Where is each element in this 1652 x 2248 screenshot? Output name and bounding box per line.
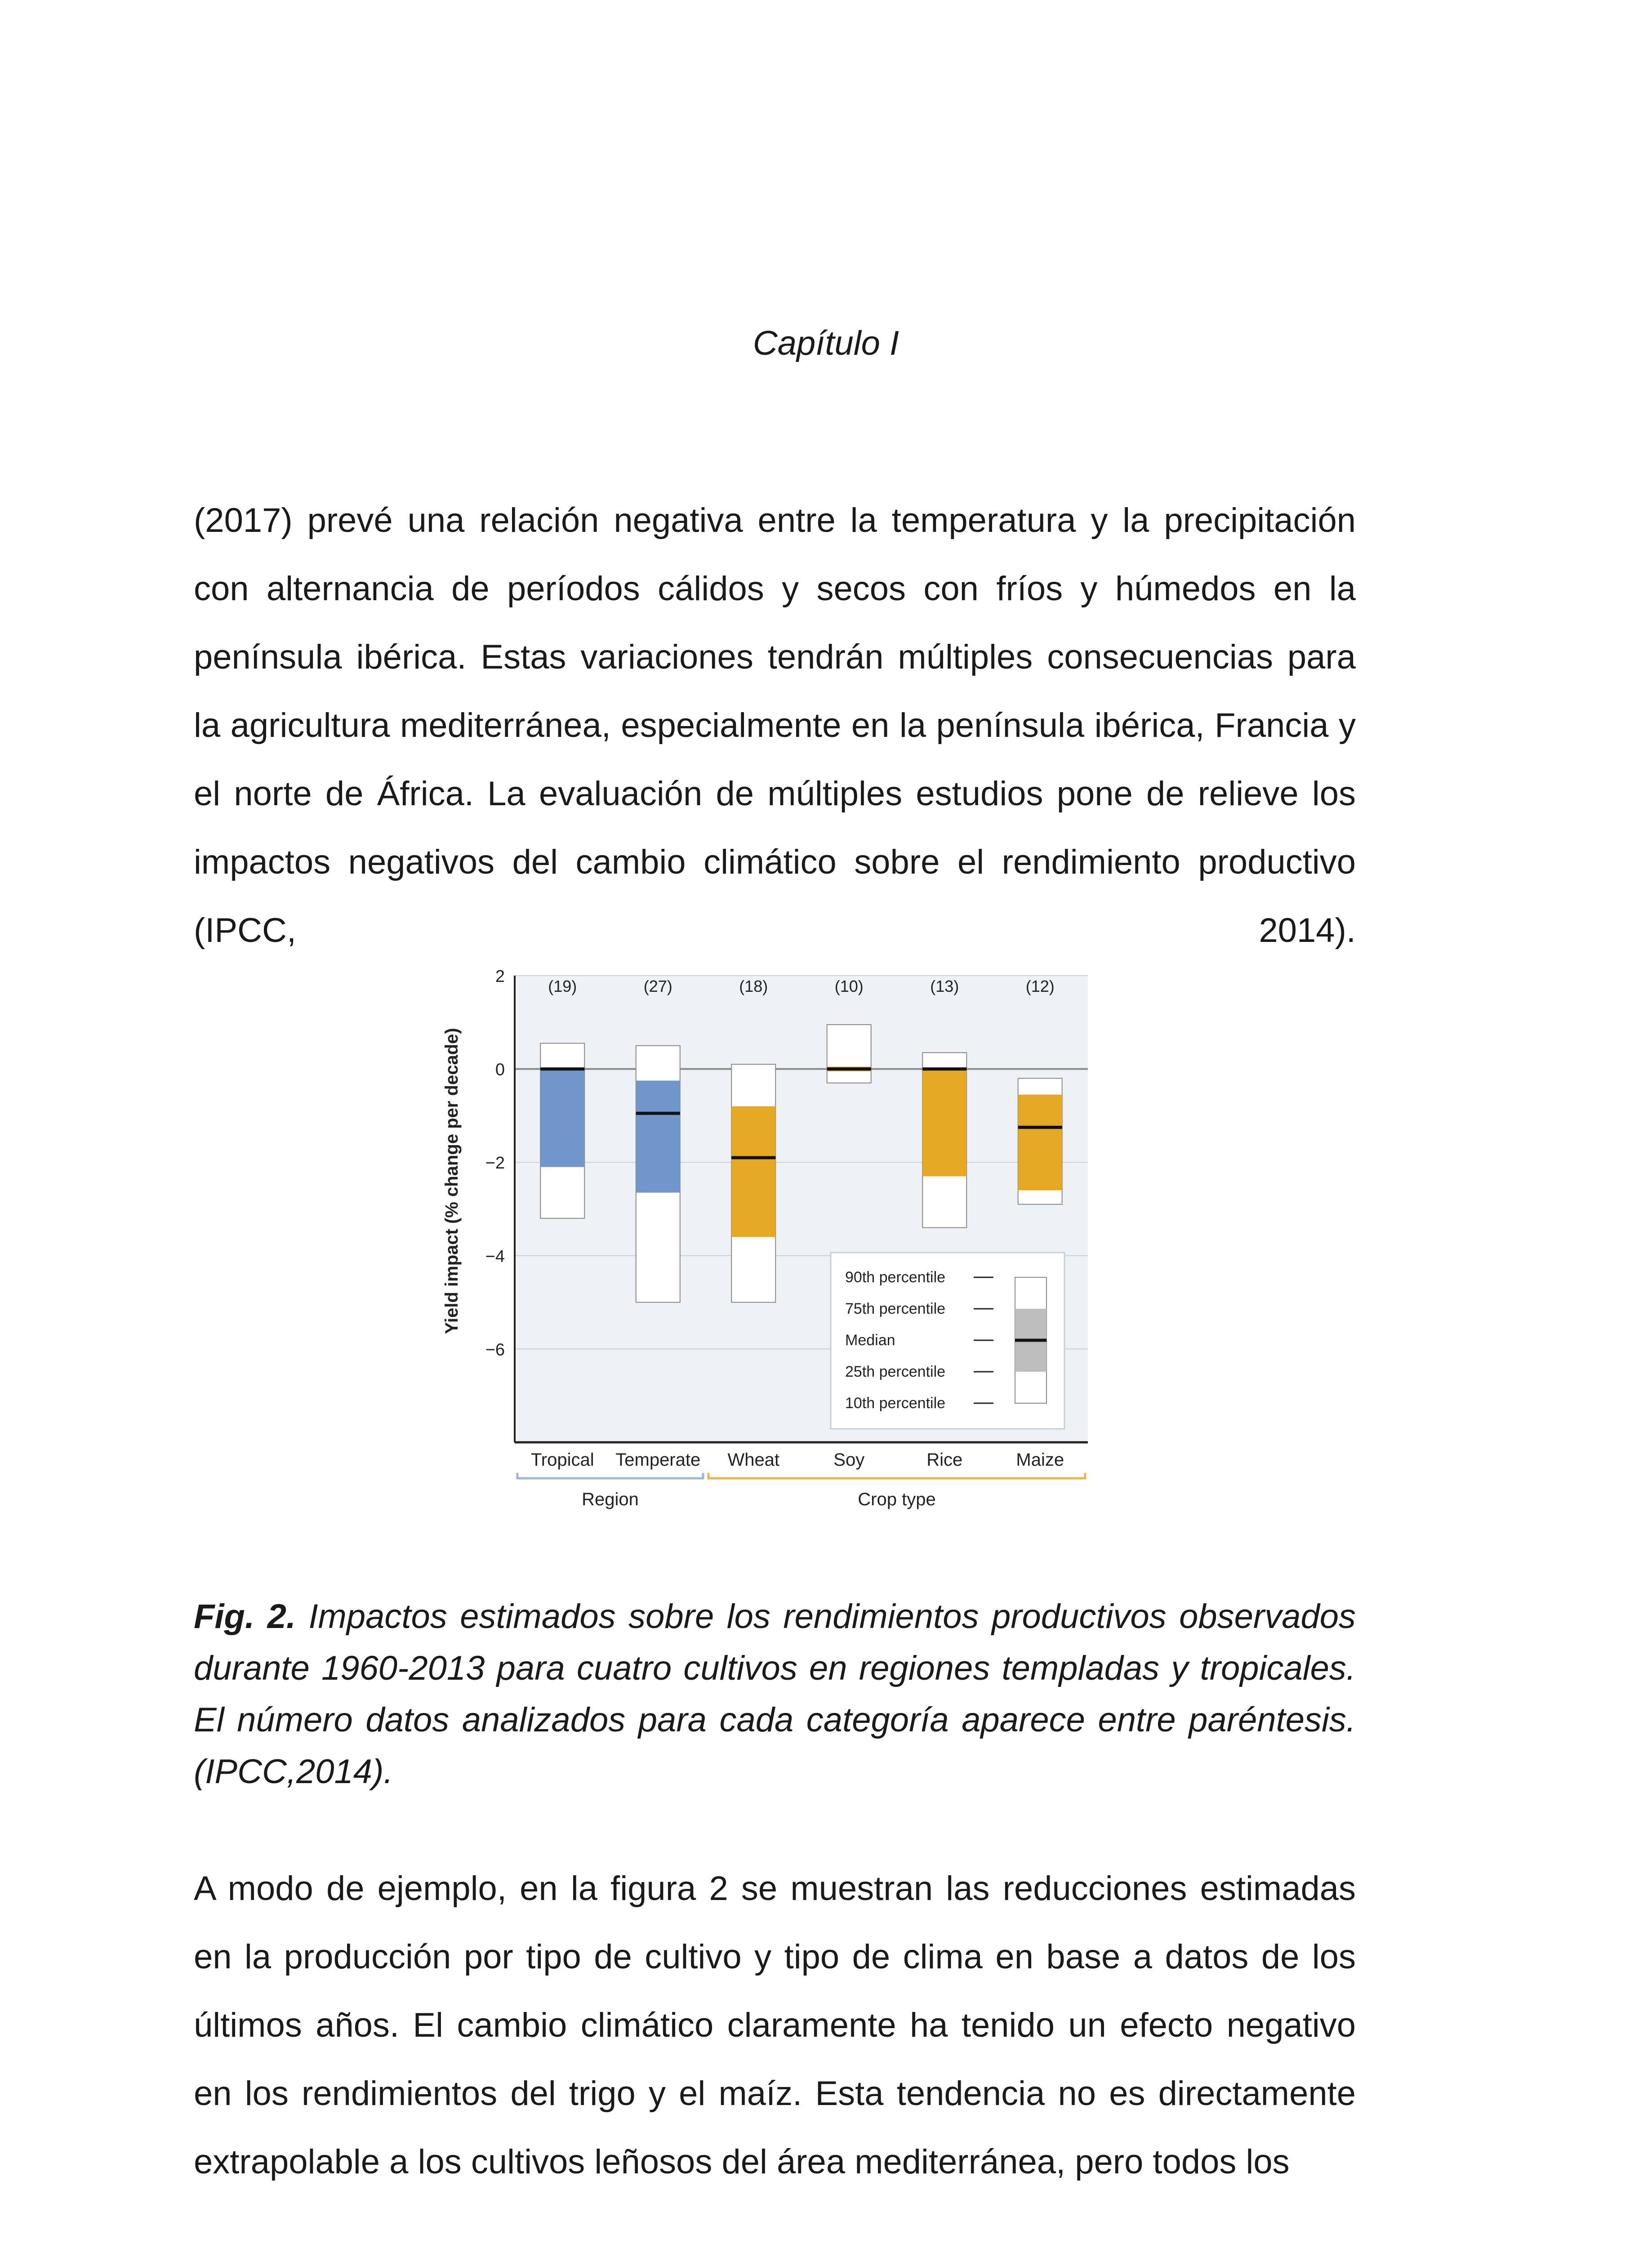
legend-label: 25th percentile — [845, 1363, 946, 1380]
count-label: (13) — [930, 977, 959, 995]
box-whisker-soy — [827, 1025, 871, 1083]
paragraph-1: (2017) prevé una relación negativa entre la temperatura y la precipitación con alternancia de períodos cálidos y secos con fríos y húmedos en la península ibérica. Estas variaciones tendrán múltiples consecuencias para la agricultura mediterránea, especialmente en la península ibérica, Francia y el norte de África. La evaluación de múltiples estudios pone de relieve los impactos negativos del cambio climático sobre el rendimiento productivo (IPCC, 2014). — [194, 501, 1356, 950]
group-bracket — [517, 1473, 703, 1478]
count-label: (27) — [643, 977, 672, 995]
box-iqr-wheat — [731, 1106, 775, 1237]
box-iqr-rice — [922, 1069, 966, 1177]
group-bracket — [708, 1473, 1085, 1478]
x-tick-label: Rice — [926, 1450, 963, 1470]
legend-label: Median — [845, 1332, 895, 1349]
figure-yield-impact — [435, 958, 1100, 1533]
legend-label: 75th percentile — [845, 1300, 946, 1317]
group-label: Crop type — [858, 1490, 936, 1509]
y-axis-label: Yield impact (% change per decade) — [442, 1028, 462, 1334]
box-iqr-temperate — [636, 1081, 680, 1193]
count-label: (10) — [834, 977, 864, 995]
legend-label: 90th percentile — [845, 1269, 946, 1286]
x-tick-label: Tropical — [530, 1450, 594, 1470]
x-tick-label: Wheat — [727, 1450, 780, 1470]
count-label: (18) — [739, 977, 768, 995]
paragraph-2: A modo de ejemplo, en la figura 2 se muestran las reducciones estimadas en la producción por tipo de cultivo y tipo de clima en base a datos de los últimos años. El cambio climático claramente ha tenido un efecto negativo en los rendimientos del trigo y el maíz. Esta tendencia no es directamente extrapolable a los cultivos leñosos del área mediterránea, pero todos los — [194, 1869, 1356, 2181]
y-tick-label: −2 — [485, 1154, 505, 1173]
x-tick-label: Maize — [1016, 1450, 1064, 1470]
figure-label: Fig. 2. — [194, 1597, 296, 1636]
x-tick-label: Temperate — [615, 1450, 701, 1470]
yield-impact-chart — [435, 958, 1100, 1533]
figure-caption-text: Impactos estimados sobre los rendimientos productivos observados durante 1960-2013 para cuatro cultivos en regiones templadas y tropicales. El número datos analizados para cada categoría aparece entre paréntesis. (IPCC,2014). — [194, 1597, 1356, 1791]
y-tick-label: 2 — [495, 967, 505, 986]
count-label: (19) — [548, 977, 577, 995]
box-iqr-tropical — [540, 1069, 584, 1167]
count-label: (12) — [1025, 977, 1055, 995]
box-iqr-maize — [1018, 1095, 1062, 1191]
group-label: Region — [582, 1490, 639, 1509]
figure-caption — [194, 1591, 1356, 1798]
legend-label: 10th percentile — [845, 1395, 946, 1412]
x-tick-label: Soy — [833, 1450, 865, 1470]
chapter-header: Capítulo I — [753, 324, 899, 362]
y-tick-label: −6 — [485, 1340, 505, 1360]
y-tick-label: −4 — [485, 1247, 505, 1266]
y-tick-label: 0 — [495, 1060, 505, 1079]
